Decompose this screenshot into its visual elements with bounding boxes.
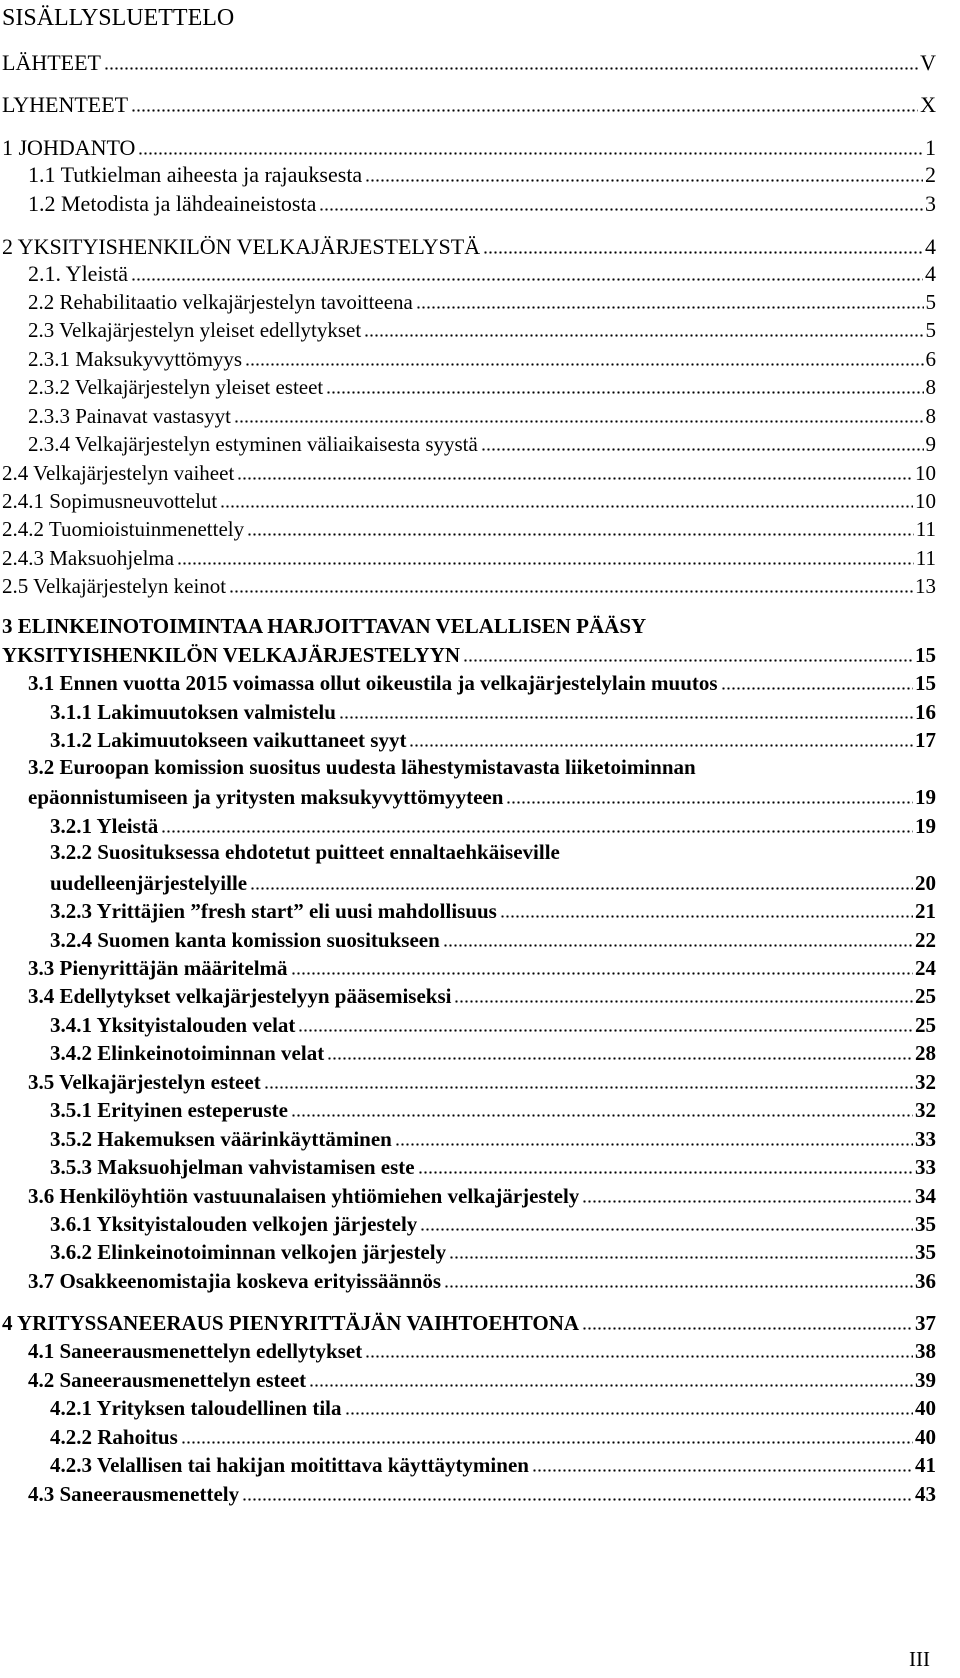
toc-entry[interactable] bbox=[28, 981, 936, 1009]
toc-entry-page-number: 32 bbox=[915, 1070, 936, 1094]
toc-entry[interactable] bbox=[28, 372, 936, 400]
toc-entry-page-number: 10 bbox=[915, 489, 936, 513]
toc-entry-title: 3.6 Henkilöyhtiön vastuunalaisen yhtiömiehen velkajärjestely bbox=[28, 1184, 580, 1208]
toc-entry-page-number: X bbox=[920, 92, 936, 117]
dot-leader bbox=[104, 67, 918, 70]
toc-entry[interactable] bbox=[50, 811, 936, 839]
toc-entry-title: 2.4 Velkajärjestelyn vaiheet bbox=[2, 461, 235, 485]
toc-entry-title: 3.5 Velkajärjestelyn esteet bbox=[28, 1070, 261, 1094]
toc-entry-title: 4.2.1 Yrityksen taloudellinen tila bbox=[50, 1396, 342, 1420]
dot-leader bbox=[418, 1171, 913, 1174]
toc-entry-title: 3.4.2 Elinkeinotoiminnan velat bbox=[50, 1041, 325, 1065]
toc-entry-page-number: 35 bbox=[915, 1240, 936, 1264]
dot-leader bbox=[582, 1327, 913, 1330]
toc-entry[interactable] bbox=[28, 1479, 936, 1507]
toc-entry-page-number: 11 bbox=[915, 517, 936, 541]
dot-leader bbox=[131, 278, 923, 281]
toc-entry-title: 4.1 Saneerausmenettelyn edellytykset bbox=[28, 1339, 363, 1363]
toc-entry-page-number: 8 bbox=[925, 404, 936, 428]
toc-entry-title: 3.5.3 Maksuohjelman vahvistamisen este bbox=[50, 1155, 415, 1179]
toc-entry[interactable] bbox=[50, 1237, 936, 1265]
dot-leader bbox=[364, 334, 923, 337]
toc-entry-title: 2.4.1 Sopimusneuvottelut bbox=[2, 489, 218, 513]
toc-entry[interactable] bbox=[50, 925, 936, 953]
toc-entry-title: 3.7 Osakkeenomistajia koskeva erityissäännös bbox=[28, 1269, 442, 1293]
toc-entry-page-number: 34 bbox=[915, 1184, 936, 1208]
toc-entry-page-number: 17 bbox=[915, 728, 936, 752]
toc-entry-page-number: 33 bbox=[915, 1127, 936, 1151]
toc-entry-page-number: 5 bbox=[925, 290, 936, 314]
toc-entry-page-number: 15 bbox=[915, 671, 936, 695]
page-number-footer: III bbox=[909, 1647, 930, 1671]
toc-entry-title: 2.3.1 Maksukyvyttömyys bbox=[28, 347, 243, 371]
toc-entry[interactable] bbox=[28, 1067, 936, 1095]
toc-entry[interactable] bbox=[2, 640, 936, 668]
toc-entry[interactable] bbox=[28, 160, 936, 188]
toc-entry[interactable] bbox=[28, 189, 936, 217]
toc-entry-title-line: 3 ELINKEINOTOIMINTAA HARJOITTAVAN VELALLISEN PÄÄSY bbox=[2, 614, 647, 638]
toc-entry-page-number: 4 bbox=[925, 234, 936, 259]
dot-leader bbox=[237, 477, 913, 480]
dot-leader bbox=[138, 152, 923, 155]
toc-entry-page-number: 36 bbox=[915, 1269, 936, 1293]
dot-leader bbox=[483, 251, 923, 254]
toc-entry-title: 3.5.2 Hakemuksen väärinkäyttäminen bbox=[50, 1127, 392, 1151]
toc-entry-title: 4.2.2 Rahoitus bbox=[50, 1425, 178, 1449]
toc-entry-title: 3.5.1 Erityinen esteperuste bbox=[50, 1098, 288, 1122]
dot-leader bbox=[229, 590, 913, 593]
toc-entry[interactable] bbox=[28, 287, 936, 315]
toc-entry-page-number: 20 bbox=[915, 871, 936, 895]
toc-entry-page-number: 32 bbox=[915, 1098, 936, 1122]
toc-entry-title-line: 3.2 Euroopan komission suositus uudesta lähestymistavasta liiketoiminnan bbox=[28, 755, 696, 779]
toc-entry-title: 3.1.2 Lakimuutokseen vaikuttaneet syyt bbox=[50, 728, 407, 752]
dot-leader bbox=[291, 1114, 913, 1117]
toc-entry-title: 3.1.1 Lakimuutoksen valmistelu bbox=[50, 700, 336, 724]
toc-entry[interactable] bbox=[50, 896, 936, 924]
toc-entry-title: 3.1 Ennen vuotta 2015 voimassa ollut oikeustila ja velkajärjestelylain muutos bbox=[28, 671, 718, 695]
toc-entry-title: 4.2.3 Velallisen tai hakijan moitittava käyttäytyminen bbox=[50, 1453, 529, 1477]
dot-leader bbox=[532, 1469, 913, 1472]
toc-entry[interactable] bbox=[28, 1181, 936, 1209]
dot-leader bbox=[220, 505, 913, 508]
toc-entry-page-number: 24 bbox=[915, 956, 936, 980]
dot-leader bbox=[298, 1029, 913, 1032]
toc-entry[interactable] bbox=[28, 782, 936, 810]
toc-entry-page-number: 5 bbox=[925, 318, 936, 342]
toc-entry-title: 2.1. Yleistä bbox=[28, 261, 128, 286]
toc-entry[interactable] bbox=[28, 668, 936, 696]
toc-entry[interactable] bbox=[50, 1450, 936, 1478]
dot-leader bbox=[409, 744, 913, 747]
toc-entry[interactable] bbox=[50, 1422, 936, 1450]
toc-entry-page-number: 15 bbox=[915, 643, 936, 667]
toc-entry-title: 3.2.1 Yleistä bbox=[50, 814, 159, 838]
toc-entry-page-number: 37 bbox=[915, 1311, 936, 1335]
dot-leader bbox=[242, 1498, 913, 1501]
dot-leader bbox=[420, 1228, 913, 1231]
toc-entry-page-number: 33 bbox=[915, 1155, 936, 1179]
dot-leader bbox=[247, 533, 914, 536]
dot-leader bbox=[582, 1200, 913, 1203]
dot-leader bbox=[177, 562, 914, 565]
toc-entry-page-number: 10 bbox=[915, 461, 936, 485]
toc-entry-page-number: 41 bbox=[915, 1453, 936, 1477]
toc-entry[interactable] bbox=[28, 1365, 936, 1393]
toc-entry-page-number: 38 bbox=[915, 1339, 936, 1363]
toc-entry-title: 1 JOHDANTO bbox=[2, 135, 136, 160]
toc-entry[interactable] bbox=[50, 1124, 936, 1152]
toc-entry[interactable] bbox=[50, 1209, 936, 1237]
toc-entry[interactable] bbox=[28, 953, 936, 981]
dot-leader bbox=[291, 972, 913, 975]
toc-entry-title: 4.3 Saneerausmenettely bbox=[28, 1482, 240, 1506]
toc-entry-title: 1.2 Metodista ja lähdeaineistosta bbox=[28, 191, 317, 216]
dot-leader bbox=[327, 1057, 913, 1060]
dot-leader bbox=[506, 801, 913, 804]
toc-entry-title: epäonnistumiseen ja yritysten maksukyvyttömyyteen bbox=[28, 785, 504, 809]
dot-leader bbox=[449, 1256, 913, 1259]
toc-entry-title: 3.2.3 Yrittäjien ”fresh start” eli uusi mahdollisuus bbox=[50, 899, 497, 923]
toc-entry-title: LÄHTEET bbox=[2, 50, 101, 75]
toc-entry-title: 3.4.1 Yksityistalouden velat bbox=[50, 1013, 296, 1037]
toc-entry-title: LYHENTEET bbox=[2, 92, 129, 117]
dot-leader bbox=[444, 1285, 913, 1288]
toc-entry[interactable] bbox=[50, 1393, 936, 1421]
toc-entry-title: 2.3.2 Velkajärjestelyn yleiset esteet bbox=[28, 375, 324, 399]
toc-entry[interactable] bbox=[2, 232, 936, 260]
dot-leader bbox=[345, 1412, 914, 1415]
toc-entry[interactable] bbox=[2, 133, 936, 161]
dot-leader bbox=[131, 109, 918, 112]
toc-entry-page-number: 2 bbox=[925, 162, 936, 187]
toc-entry-title: 3.6.1 Yksityistalouden velkojen järjestely bbox=[50, 1212, 418, 1236]
toc-entry[interactable] bbox=[50, 697, 936, 725]
dot-leader bbox=[463, 659, 913, 662]
toc-entry-page-number: 40 bbox=[915, 1425, 936, 1449]
dot-leader bbox=[309, 1384, 913, 1387]
dot-leader bbox=[181, 1441, 913, 1444]
toc-entry-page-number: 21 bbox=[915, 899, 936, 923]
toc-entry-title: 3.6.2 Elinkeinotoiminnan velkojen järjestely bbox=[50, 1240, 447, 1264]
toc-entry-title: 1.1 Tutkielman aiheesta ja rajauksesta bbox=[28, 162, 363, 187]
dot-leader bbox=[245, 363, 923, 366]
toc-entry[interactable] bbox=[2, 514, 936, 542]
toc-entry[interactable] bbox=[2, 90, 936, 118]
toc-entry[interactable] bbox=[28, 1336, 936, 1364]
toc-entry-title: 3.2.4 Suomen kanta komission suositukseen bbox=[50, 928, 440, 952]
toc-entry[interactable] bbox=[50, 1038, 936, 1066]
toc-entry-page-number: 6 bbox=[925, 347, 936, 371]
toc-entry[interactable] bbox=[50, 868, 936, 896]
dot-leader bbox=[264, 1086, 913, 1089]
toc-entry[interactable] bbox=[28, 344, 936, 372]
toc-entry[interactable] bbox=[50, 1152, 936, 1180]
toc-entry-title: 2.3.3 Painavat vastasyyt bbox=[28, 404, 231, 428]
toc-entry-title: 4.2 Saneerausmenettelyn esteet bbox=[28, 1368, 307, 1392]
dot-leader bbox=[481, 448, 924, 451]
dot-leader bbox=[365, 1355, 913, 1358]
toc-entry[interactable] bbox=[28, 401, 936, 429]
toc-entry[interactable] bbox=[28, 315, 936, 343]
toc-entry-title: 3.4 Edellytykset velkajärjestelyyn pääsemiseksi bbox=[28, 984, 452, 1008]
toc-entry-page-number: 11 bbox=[915, 546, 936, 570]
toc-entry-page-number: 25 bbox=[915, 1013, 936, 1037]
toc-entry-title: 2.4.2 Tuomioistuinmenettely bbox=[2, 517, 245, 541]
dot-leader bbox=[721, 687, 913, 690]
toc-entry-page-number: 13 bbox=[915, 574, 936, 598]
toc-entry-title: 4 YRITYSSANEERAUS PIENYRITTÄJÄN VAIHTOEHTONA bbox=[2, 1311, 580, 1335]
toc-entry-page-number: 25 bbox=[915, 984, 936, 1008]
dot-leader bbox=[365, 179, 923, 182]
toc-entry-page-number: 9 bbox=[925, 432, 936, 456]
dot-leader bbox=[326, 391, 923, 394]
toc-entry[interactable] bbox=[2, 571, 936, 599]
toc-entry-page-number: 40 bbox=[915, 1396, 936, 1420]
toc-entry[interactable] bbox=[50, 725, 936, 753]
toc-entry[interactable] bbox=[28, 259, 936, 287]
toc-entry-title: 2.2 Rehabilitaatio velkajärjestelyn tavoitteena bbox=[28, 290, 413, 314]
toc-entry-page-number: 22 bbox=[915, 928, 936, 952]
toc-entry-page-number: 28 bbox=[915, 1041, 936, 1065]
dot-leader bbox=[250, 887, 913, 890]
toc-entry-page-number: 39 bbox=[915, 1368, 936, 1392]
toc-entry-page-number: 16 bbox=[915, 700, 936, 724]
toc-entry-page-number: 3 bbox=[925, 191, 936, 216]
dot-leader bbox=[319, 208, 923, 211]
toc-entry-title: 2.3.4 Velkajärjestelyn estyminen väliaikaisesta syystä bbox=[28, 432, 478, 456]
toc-entry-page-number: 8 bbox=[925, 375, 936, 399]
dot-leader bbox=[234, 420, 924, 423]
toc-entry[interactable] bbox=[2, 48, 936, 76]
toc-entry[interactable] bbox=[50, 1095, 936, 1123]
toc-entry-title: 2.5 Velkajärjestelyn keinot bbox=[2, 574, 227, 598]
dot-leader bbox=[454, 1000, 913, 1003]
toc-entry-page-number: V bbox=[920, 50, 936, 75]
toc-entry-title: YKSITYISHENKILÖN VELKAJÄRJESTELYYN bbox=[2, 643, 461, 667]
toc-entry-title: uudelleenjärjestelyille bbox=[50, 871, 248, 895]
dot-leader bbox=[395, 1143, 913, 1146]
toc-entry-title: 2 YKSITYISHENKILÖN VELKAJÄRJESTELYSTÄ bbox=[2, 234, 481, 259]
toc-entry[interactable] bbox=[28, 1266, 936, 1294]
dot-leader bbox=[339, 716, 913, 719]
toc-entry[interactable] bbox=[28, 429, 936, 457]
dot-leader bbox=[161, 830, 913, 833]
toc-entry[interactable] bbox=[50, 1010, 936, 1038]
toc-entry-page-number: 19 bbox=[915, 785, 936, 809]
toc-entry-page-number: 4 bbox=[925, 261, 936, 286]
toc-entry[interactable] bbox=[2, 543, 936, 571]
toc-entry[interactable] bbox=[2, 458, 936, 486]
toc-entry-title: 2.4.3 Maksuohjelma bbox=[2, 546, 175, 570]
toc-entry[interactable] bbox=[2, 486, 936, 514]
dot-leader bbox=[500, 915, 913, 918]
toc-entry-title-line: 3.2.2 Suosituksessa ehdotetut puitteet ennaltaehkäiseville bbox=[50, 840, 560, 864]
toc-entry-title: 3.3 Pienyrittäjän määritelmä bbox=[28, 956, 288, 980]
toc-entry-page-number: 35 bbox=[915, 1212, 936, 1236]
toc-entry-page-number: 43 bbox=[915, 1482, 936, 1506]
toc-entry-title: 2.3 Velkajärjestelyn yleiset edellytykset bbox=[28, 318, 362, 342]
page-title: SISÄLLYSLUETTELO bbox=[2, 5, 235, 31]
toc-entry-page-number: 19 bbox=[915, 814, 936, 838]
dot-leader bbox=[416, 306, 924, 309]
toc-entry[interactable] bbox=[2, 1308, 936, 1336]
dot-leader bbox=[443, 944, 913, 947]
toc-entry-page-number: 1 bbox=[925, 135, 936, 160]
